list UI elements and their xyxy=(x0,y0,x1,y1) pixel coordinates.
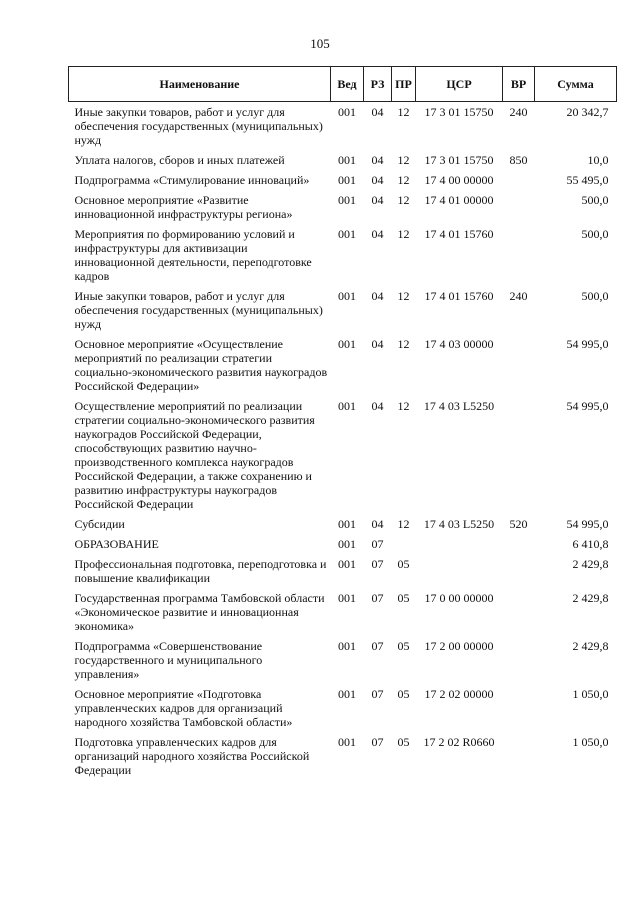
cell-csr: 17 4 01 15760 xyxy=(424,227,494,241)
cell-vr xyxy=(503,534,535,554)
cell-ved: 001 xyxy=(338,289,356,303)
cell-vr: 240 xyxy=(509,105,528,119)
cell-csr: 17 4 03 L5250 xyxy=(423,399,495,413)
budget-table xyxy=(68,66,617,780)
table-row xyxy=(69,334,617,396)
table-header xyxy=(69,67,617,102)
cell-pr: 12 xyxy=(397,399,410,413)
cell-vr xyxy=(503,396,535,514)
cell-ved: 001 xyxy=(338,639,356,653)
cell-csr: 17 4 00 00000 xyxy=(424,173,494,187)
cell-name: Подготовка управленческих кадров для организаций народного хозяйства Российской Федерации xyxy=(74,735,310,777)
cell-pr: 12 xyxy=(397,105,410,119)
cell-name: Основное мероприятие «Осуществление мероприятий по реализации стратегии социально-экономического развития наукоградов Российской Федерации» xyxy=(74,337,328,393)
cell-vr xyxy=(503,588,535,636)
cell-ved: 001 xyxy=(338,153,356,167)
table-row xyxy=(69,588,617,636)
cell-sum: 500,0 xyxy=(581,193,609,207)
cell-pr: 05 xyxy=(397,557,410,571)
cell-vr xyxy=(503,334,535,396)
column-header-ved: Вед xyxy=(331,67,364,102)
cell-sum: 55 495,0 xyxy=(566,173,609,187)
cell-csr: 17 4 03 00000 xyxy=(424,337,494,351)
table-row xyxy=(69,636,617,684)
cell-csr: 17 4 03 L5250 xyxy=(423,517,495,531)
cell-csr: 17 2 02 R0660 xyxy=(423,735,495,749)
cell-pr: 05 xyxy=(397,735,410,749)
column-header-pr: ПР xyxy=(392,67,416,102)
cell-vr xyxy=(503,636,535,684)
cell-csr: 17 2 02 00000 xyxy=(424,687,494,701)
cell-vr xyxy=(503,554,535,588)
cell-csr: 17 4 01 15760 xyxy=(424,289,494,303)
table-row xyxy=(69,224,617,286)
cell-ved: 001 xyxy=(338,557,356,571)
cell-rz: 04 xyxy=(371,337,384,351)
cell-sum: 2 429,8 xyxy=(572,591,609,605)
cell-vr: 240 xyxy=(509,289,528,303)
cell-rz: 07 xyxy=(371,537,384,551)
cell-name: ОБРАЗОВАНИЕ xyxy=(74,537,159,551)
cell-vr xyxy=(503,170,535,190)
cell-vr xyxy=(503,190,535,224)
cell-csr: 17 0 00 00000 xyxy=(424,591,494,605)
cell-sum: 54 995,0 xyxy=(566,517,609,531)
cell-name: Основное мероприятие «Развитие инновационной инфраструктуры региона» xyxy=(74,193,293,221)
cell-sum: 54 995,0 xyxy=(566,399,609,413)
cell-pr: 12 xyxy=(397,289,410,303)
cell-name: Подпрограмма «Стимулирование инноваций» xyxy=(74,173,310,187)
cell-rz: 04 xyxy=(371,105,384,119)
table-row xyxy=(69,732,617,780)
cell-pr: 12 xyxy=(397,173,410,187)
cell-vr: 850 xyxy=(509,153,528,167)
cell-name: Профессиональная подготовка, переподготовка и повышение квалификации xyxy=(74,557,327,585)
cell-ved: 001 xyxy=(338,227,356,241)
column-header-vr: ВР xyxy=(503,67,535,102)
cell-rz: 04 xyxy=(371,173,384,187)
table-row xyxy=(69,534,617,554)
cell-name: Мероприятия по формированию условий и инфраструктуры для активизации инновационной деятельности, переподготовке кадров xyxy=(74,227,312,283)
cell-rz: 04 xyxy=(371,517,384,531)
table-row xyxy=(69,286,617,334)
cell-ved: 001 xyxy=(338,735,356,749)
table-row xyxy=(69,684,617,732)
cell-rz: 07 xyxy=(371,639,384,653)
cell-ved: 001 xyxy=(338,193,356,207)
cell-rz: 07 xyxy=(371,687,384,701)
cell-sum: 1 050,0 xyxy=(572,687,609,701)
page-number: 105 xyxy=(310,36,330,51)
table-row xyxy=(69,150,617,170)
cell-pr: 12 xyxy=(397,193,410,207)
cell-pr xyxy=(392,534,416,554)
cell-pr: 05 xyxy=(397,687,410,701)
cell-ved: 001 xyxy=(338,591,356,605)
cell-sum: 54 995,0 xyxy=(566,337,609,351)
cell-ved: 001 xyxy=(338,105,356,119)
cell-pr: 12 xyxy=(397,517,410,531)
table-body xyxy=(69,102,617,781)
cell-pr: 12 xyxy=(397,153,410,167)
cell-ved: 001 xyxy=(338,517,356,531)
table-row xyxy=(69,554,617,588)
cell-sum: 20 342,7 xyxy=(566,105,609,119)
table-row xyxy=(69,514,617,534)
cell-rz: 04 xyxy=(371,227,384,241)
cell-ved: 001 xyxy=(338,537,356,551)
cell-pr: 05 xyxy=(397,639,410,653)
cell-ved: 001 xyxy=(338,337,356,351)
cell-csr: 17 2 00 00000 xyxy=(424,639,494,653)
cell-name: Государственная программа Тамбовской области «Экономическое развитие и инновационная экономика» xyxy=(74,591,325,633)
cell-name: Осуществление мероприятий по реализации стратегии социально-экономического развития наукоградов Российской Федерации, способствующих развитию научно-производственного комплекса наукоградов Российской Федерации, а также сохранению и развитию инфраструктуры наукоградов Российской Федерации xyxy=(74,399,315,511)
table-row xyxy=(69,396,617,514)
cell-ved: 001 xyxy=(338,173,356,187)
cell-name: Основное мероприятие «Подготовка управленческих кадров для организаций народного хозяйства Тамбовской области» xyxy=(74,687,293,729)
cell-sum: 500,0 xyxy=(581,289,609,303)
table-row xyxy=(69,170,617,190)
column-header-csr: ЦСР xyxy=(416,67,503,102)
cell-name: Уплата налогов, сборов и иных платежей xyxy=(74,153,285,167)
cell-rz: 07 xyxy=(371,735,384,749)
cell-rz: 04 xyxy=(371,289,384,303)
cell-pr: 05 xyxy=(397,591,410,605)
cell-rz: 07 xyxy=(371,591,384,605)
cell-sum: 2 429,8 xyxy=(572,557,609,571)
cell-sum: 1 050,0 xyxy=(572,735,609,749)
cell-vr: 520 xyxy=(509,517,528,531)
cell-rz: 04 xyxy=(371,153,384,167)
cell-rz: 04 xyxy=(371,193,384,207)
cell-sum: 500,0 xyxy=(581,227,609,241)
cell-sum: 10,0 xyxy=(587,153,609,167)
cell-sum: 6 410,8 xyxy=(572,537,609,551)
cell-ved: 001 xyxy=(338,687,356,701)
cell-rz: 04 xyxy=(371,399,384,413)
cell-rz: 07 xyxy=(371,557,384,571)
column-header-rz: РЗ xyxy=(364,67,392,102)
cell-name: Иные закупки товаров, работ и услуг для обеспечения государственных (муниципальных) нужд xyxy=(74,289,323,331)
cell-ved: 001 xyxy=(338,399,356,413)
cell-csr xyxy=(416,554,503,588)
cell-pr: 12 xyxy=(397,227,410,241)
cell-name: Подпрограмма «Совершенствование государственного и муниципального управления» xyxy=(74,639,263,681)
table-row xyxy=(69,190,617,224)
cell-vr xyxy=(503,732,535,780)
column-header-sum: Сумма xyxy=(535,67,617,102)
cell-csr: 17 3 01 15750 xyxy=(424,153,494,167)
cell-vr xyxy=(503,684,535,732)
cell-csr: 17 3 01 15750 xyxy=(424,105,494,119)
cell-pr: 12 xyxy=(397,337,410,351)
cell-sum: 2 429,8 xyxy=(572,639,609,653)
cell-csr: 17 4 01 00000 xyxy=(424,193,494,207)
column-header-name: Наименование xyxy=(69,67,331,102)
cell-name: Субсидии xyxy=(74,517,125,531)
cell-vr xyxy=(503,224,535,286)
table-row xyxy=(69,102,617,151)
cell-csr xyxy=(416,534,503,554)
cell-name: Иные закупки товаров, работ и услуг для обеспечения государственных (муниципальных) нужд xyxy=(74,105,323,147)
